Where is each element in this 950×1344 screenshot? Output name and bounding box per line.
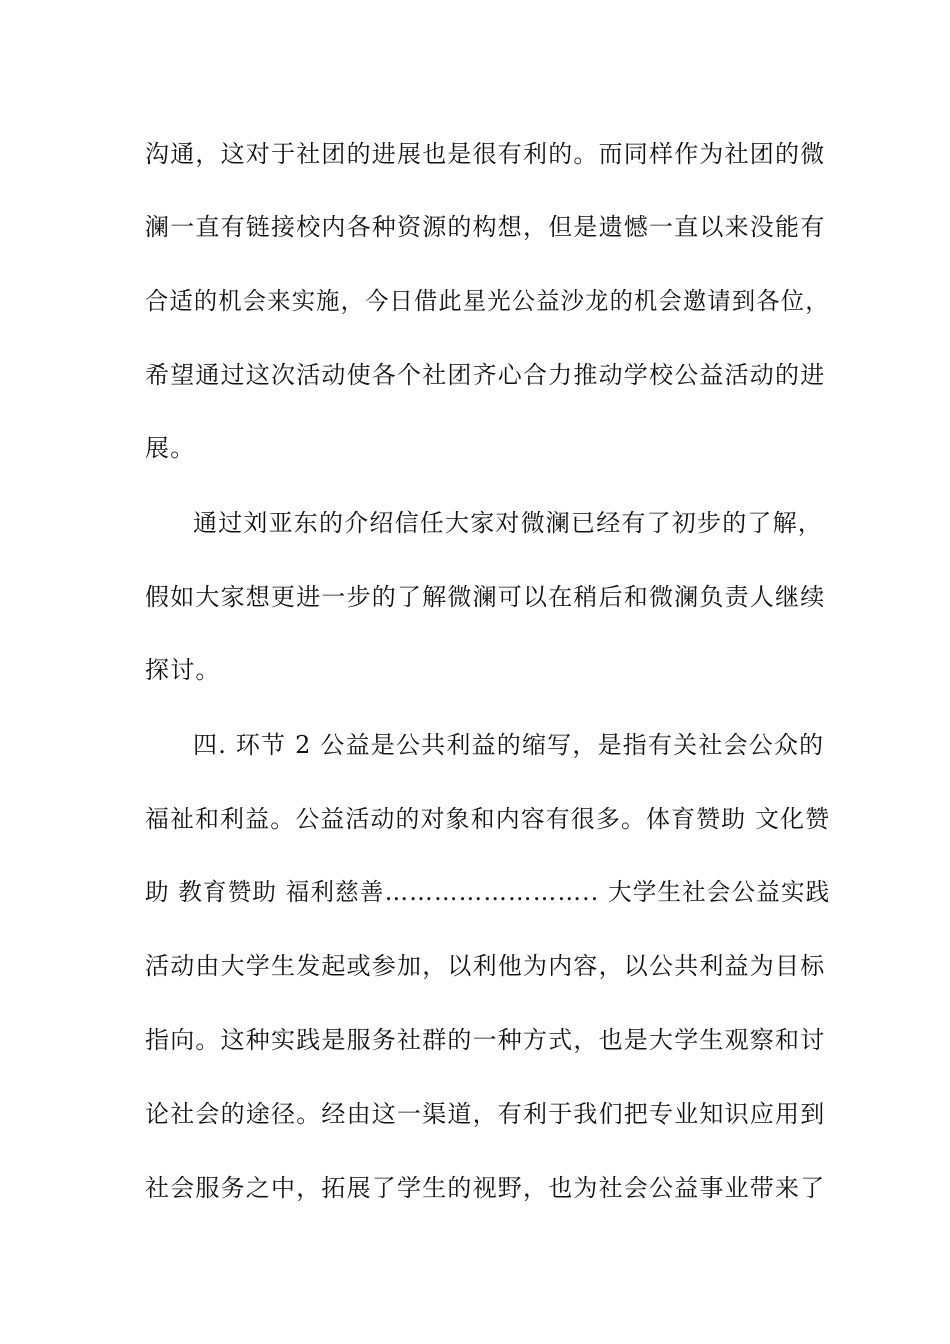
text-line: 福祉和利益。公益活动的对象和内容有很多。体育赞助 文化赞 bbox=[145, 805, 831, 833]
text-line: 假如大家想更进一步的了解微澜可以在稍后和微澜负责人继续 bbox=[145, 583, 826, 611]
text-line: 社会服务之中，拓展了学生的视野，也为社会公益事业带来了 bbox=[145, 1174, 826, 1202]
text-line: 探讨。 bbox=[145, 656, 221, 684]
text-line: 澜一直有链接校内各种资源的构想，但是遗憾一直以来没能有 bbox=[145, 213, 826, 241]
text-line: 合适的机会来实施，今日借此星光公益沙龙的机会邀请到各位， bbox=[145, 287, 830, 315]
text-line: 助 教育赞助 福利慈善…………………….. 大学生社会公益实践 bbox=[145, 878, 831, 906]
text-line: 四. 环节 2 公益是公共利益的缩写，是指有关社会公众的 bbox=[193, 731, 825, 759]
text-line: 希望通过这次活动使各个社团齐心合力推动学校公益活动的进 bbox=[145, 361, 826, 389]
text-line: 论社会的途径。经由这一渠道，有利于我们把专业知识应用到 bbox=[145, 1100, 826, 1128]
text-line: 沟通，这对于社团的进展也是很有利的。而同样作为社团的微 bbox=[145, 140, 826, 168]
text-line: 活动由大学生发起或参加，以利他为内容，以公共利益为目标 bbox=[145, 952, 826, 980]
text-line: 指向。这种实践是服务社群的一种方式，也是大学生观察和讨 bbox=[145, 1026, 826, 1054]
text-line: 通过刘亚东的介绍信任大家对微澜已经有了初步的了解， bbox=[193, 509, 823, 537]
text-line: 展。 bbox=[145, 434, 196, 462]
